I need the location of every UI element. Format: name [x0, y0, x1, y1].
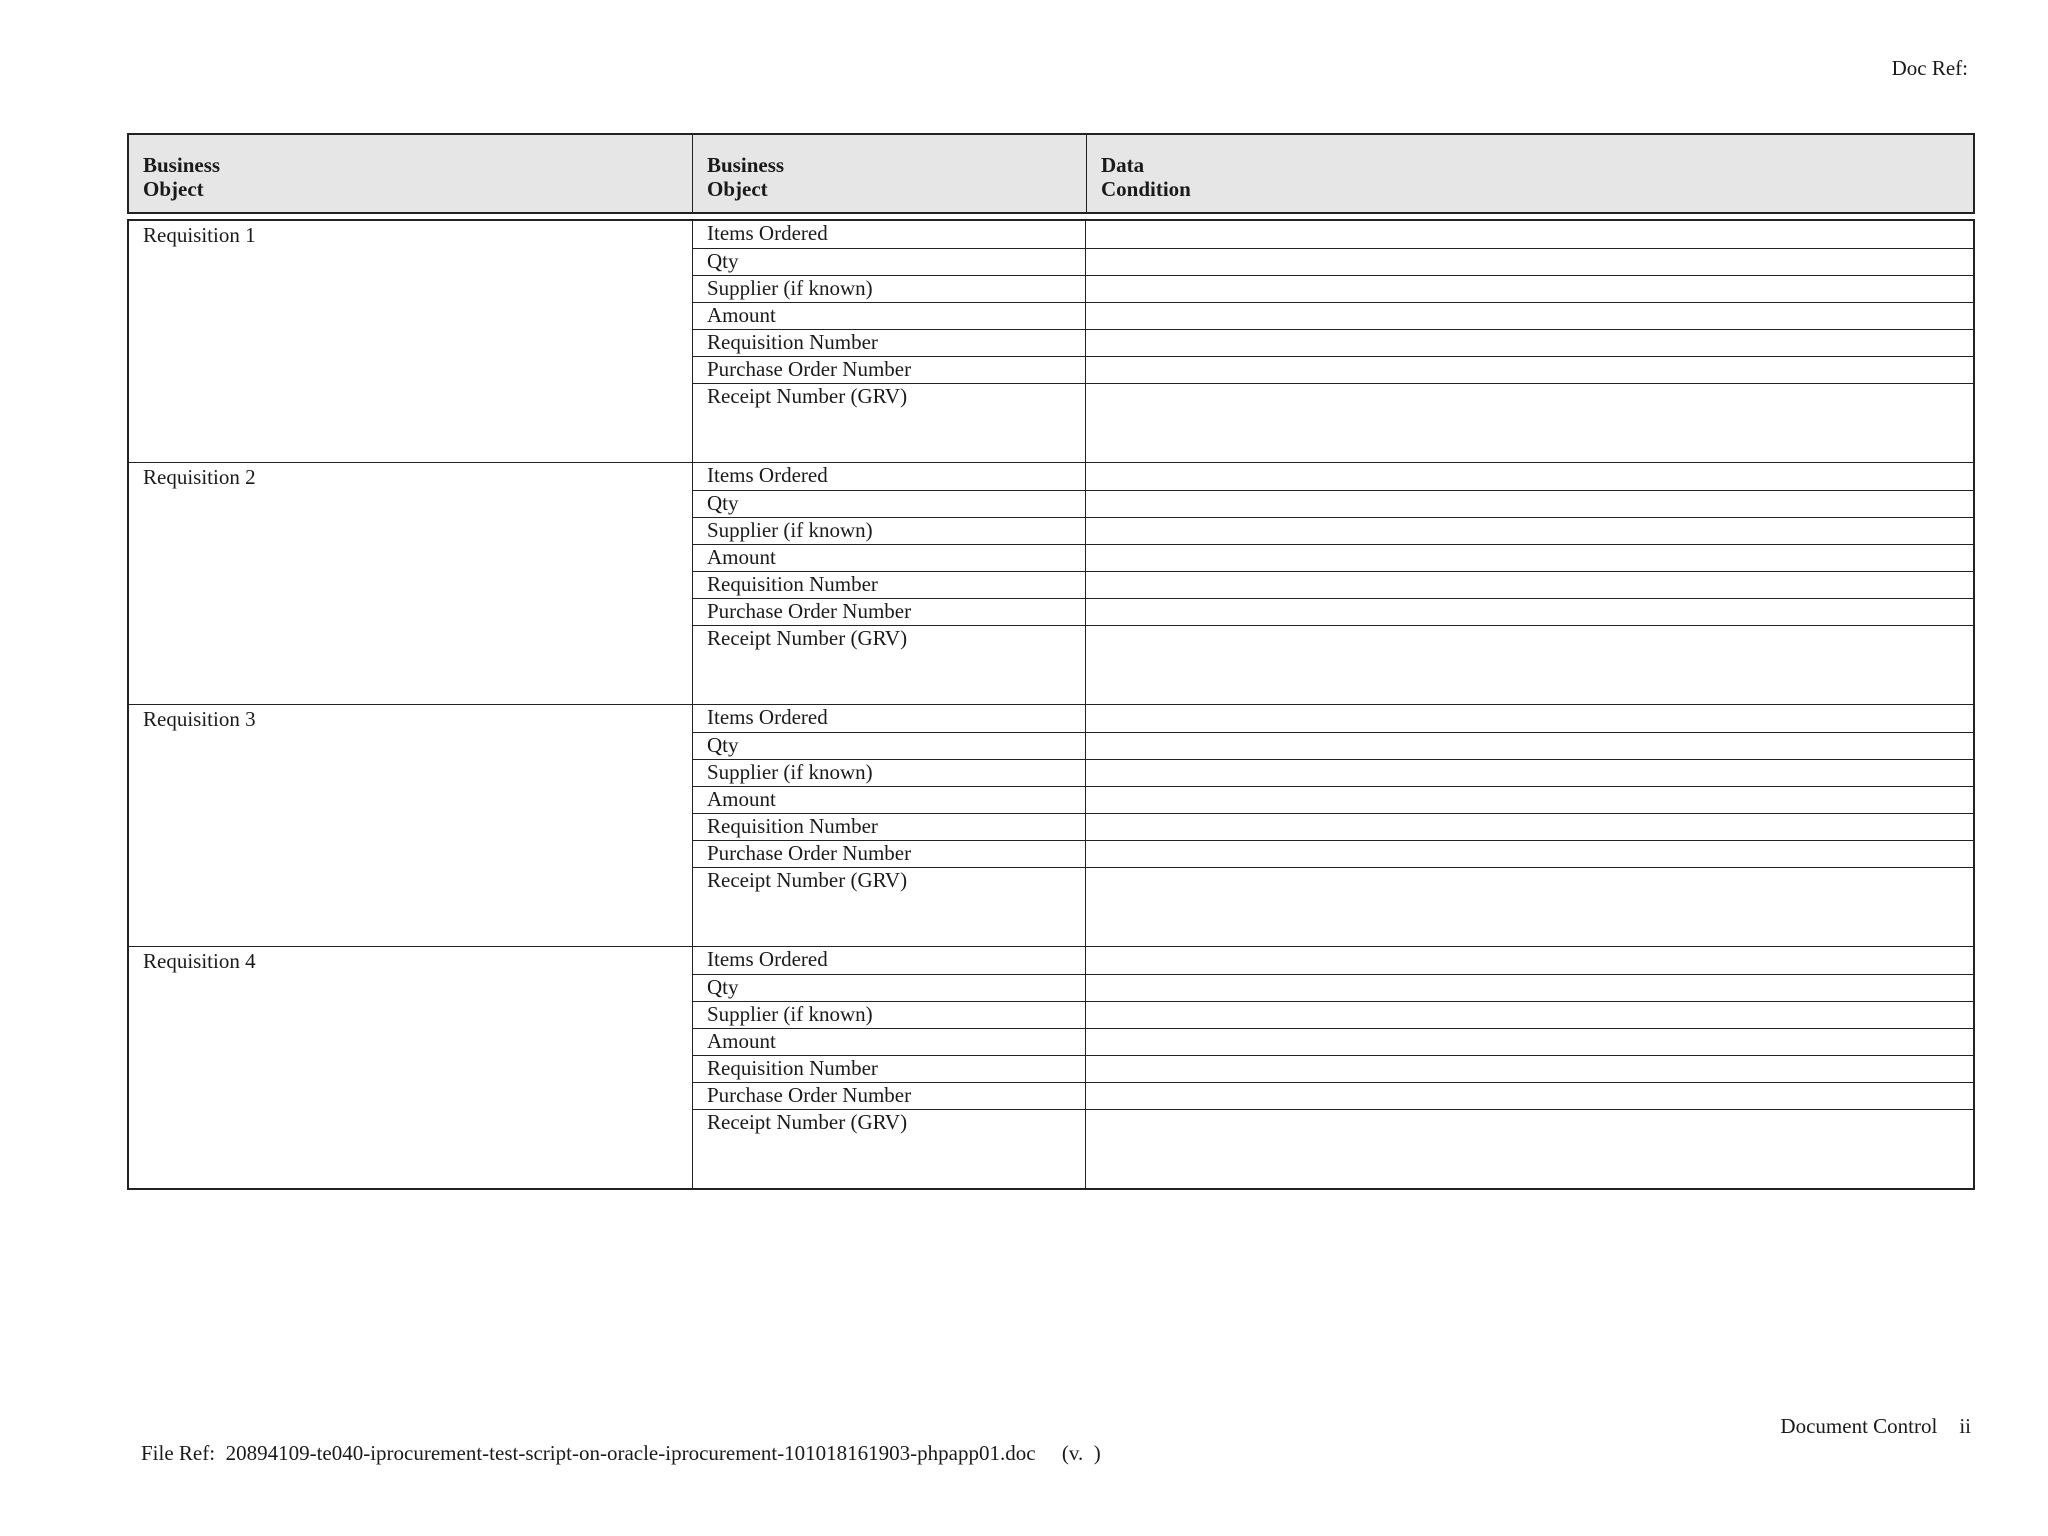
data-condition-table	[127, 133, 1975, 1190]
table-row	[693, 275, 1973, 302]
data-condition-cell[interactable]	[1085, 545, 1973, 571]
field-name-cell: Requisition Number	[707, 1056, 878, 1080]
requisition-group	[129, 704, 1973, 946]
field-name-cell: Requisition Number	[707, 330, 878, 354]
field-name-cell: Items Ordered	[707, 463, 828, 487]
column-header-business-object-field: Business Object	[692, 135, 1086, 212]
data-condition-cell[interactable]	[1085, 572, 1973, 598]
field-name-cell: Items Ordered	[707, 221, 828, 245]
field-name-cell: Qty	[707, 733, 739, 757]
table-row	[693, 813, 1973, 840]
table-row	[693, 867, 1973, 946]
field-name-cell: Purchase Order Number	[707, 841, 912, 865]
field-name-cell: Qty	[707, 491, 739, 515]
table-row	[693, 517, 1973, 544]
file-ref: File Ref: 20894109-te040-iprocurement-test-script-on-oracle-iprocurement-101018161903-phpapp01.doc (v. )	[141, 1441, 1101, 1465]
field-name-cell: Amount	[707, 303, 776, 327]
data-condition-cell[interactable]	[1085, 841, 1973, 867]
data-condition-cell[interactable]	[1085, 1029, 1973, 1055]
data-condition-cell[interactable]	[1085, 330, 1973, 356]
business-object-cell: Requisition 3	[143, 707, 256, 731]
business-object-cell: Requisition 4	[143, 949, 256, 973]
field-rows	[692, 947, 1973, 1188]
data-condition-cell[interactable]	[1085, 626, 1973, 704]
data-condition-cell[interactable]	[1085, 787, 1973, 813]
table-row	[693, 840, 1973, 867]
field-name-cell: Amount	[707, 787, 776, 811]
requisition-group	[129, 462, 1973, 704]
table-row	[693, 302, 1973, 329]
page-number: ii	[1959, 1414, 1971, 1438]
table-row	[693, 248, 1973, 275]
table-body	[127, 219, 1975, 1190]
data-condition-cell[interactable]	[1085, 384, 1973, 462]
requisition-group	[129, 946, 1973, 1188]
table-row	[693, 383, 1973, 462]
business-object-cell: Requisition 2	[143, 465, 256, 489]
data-condition-cell[interactable]	[1085, 221, 1973, 248]
table-row	[693, 598, 1973, 625]
table-row	[693, 571, 1973, 598]
field-name-cell: Supplier (if known)	[707, 1002, 873, 1026]
table-row	[693, 544, 1973, 571]
data-condition-cell[interactable]	[1085, 518, 1973, 544]
footer-section-title: Document Control	[1780, 1414, 1938, 1438]
field-name-cell: Requisition Number	[707, 572, 878, 596]
table-row	[693, 490, 1973, 517]
field-name-cell: Purchase Order Number	[707, 1083, 912, 1107]
column-header-data-condition: Data Condition	[1086, 135, 1973, 212]
data-condition-cell[interactable]	[1085, 303, 1973, 329]
field-rows	[692, 463, 1973, 704]
table-row	[693, 1109, 1973, 1188]
field-name-cell: Amount	[707, 1029, 776, 1053]
data-condition-cell[interactable]	[1085, 276, 1973, 302]
table-row	[693, 786, 1973, 813]
field-name-cell: Receipt Number (GRV)	[707, 384, 908, 408]
data-condition-cell[interactable]	[1085, 814, 1973, 840]
table-row	[693, 463, 1973, 490]
field-name-cell: Supplier (if known)	[707, 276, 873, 300]
data-condition-cell[interactable]	[1085, 975, 1973, 1001]
data-condition-cell[interactable]	[1085, 1056, 1973, 1082]
field-name-cell: Receipt Number (GRV)	[707, 626, 908, 650]
data-condition-cell[interactable]	[1085, 705, 1973, 732]
table-row	[693, 1001, 1973, 1028]
requisition-group	[129, 221, 1973, 462]
data-condition-cell[interactable]	[1085, 357, 1973, 383]
table-row	[693, 329, 1973, 356]
table-row	[693, 625, 1973, 704]
field-name-cell: Items Ordered	[707, 705, 828, 729]
table-row	[693, 1055, 1973, 1082]
table-row	[693, 974, 1973, 1001]
field-name-cell: Receipt Number (GRV)	[707, 868, 908, 892]
table-header-row	[127, 133, 1975, 214]
data-condition-cell[interactable]	[1085, 1002, 1973, 1028]
business-object-cell: Requisition 1	[143, 223, 256, 247]
table-row	[693, 732, 1973, 759]
column-header-business-object: Business Object	[143, 153, 221, 201]
field-rows	[692, 221, 1973, 462]
field-name-cell: Qty	[707, 975, 739, 999]
doc-ref-label: Doc Ref:	[1891, 56, 1968, 80]
table-row	[693, 759, 1973, 786]
data-condition-cell[interactable]	[1085, 249, 1973, 275]
field-name-cell: Purchase Order Number	[707, 357, 912, 381]
field-name-cell: Supplier (if known)	[707, 760, 873, 784]
table-row	[693, 221, 1973, 248]
field-name-cell: Requisition Number	[707, 814, 878, 838]
field-name-cell: Receipt Number (GRV)	[707, 1110, 908, 1134]
field-name-cell: Purchase Order Number	[707, 599, 912, 623]
field-name-cell: Items Ordered	[707, 947, 828, 971]
data-condition-cell[interactable]	[1085, 868, 1973, 946]
data-condition-cell[interactable]	[1085, 947, 1973, 974]
footer-section	[1780, 1414, 1971, 1439]
table-row	[693, 356, 1973, 383]
field-rows	[692, 705, 1973, 946]
field-name-cell: Amount	[707, 545, 776, 569]
data-condition-cell[interactable]	[1085, 1083, 1973, 1109]
field-name-cell: Qty	[707, 249, 739, 273]
table-row	[693, 1082, 1973, 1109]
data-condition-cell[interactable]	[1085, 463, 1973, 490]
field-name-cell: Supplier (if known)	[707, 518, 873, 542]
data-condition-cell[interactable]	[1085, 733, 1973, 759]
table-row	[693, 705, 1973, 732]
table-row	[693, 1028, 1973, 1055]
data-condition-cell[interactable]	[1085, 491, 1973, 517]
table-row	[693, 947, 1973, 974]
data-condition-cell[interactable]	[1085, 1110, 1973, 1188]
data-condition-cell[interactable]	[1085, 599, 1973, 625]
data-condition-cell[interactable]	[1085, 760, 1973, 786]
